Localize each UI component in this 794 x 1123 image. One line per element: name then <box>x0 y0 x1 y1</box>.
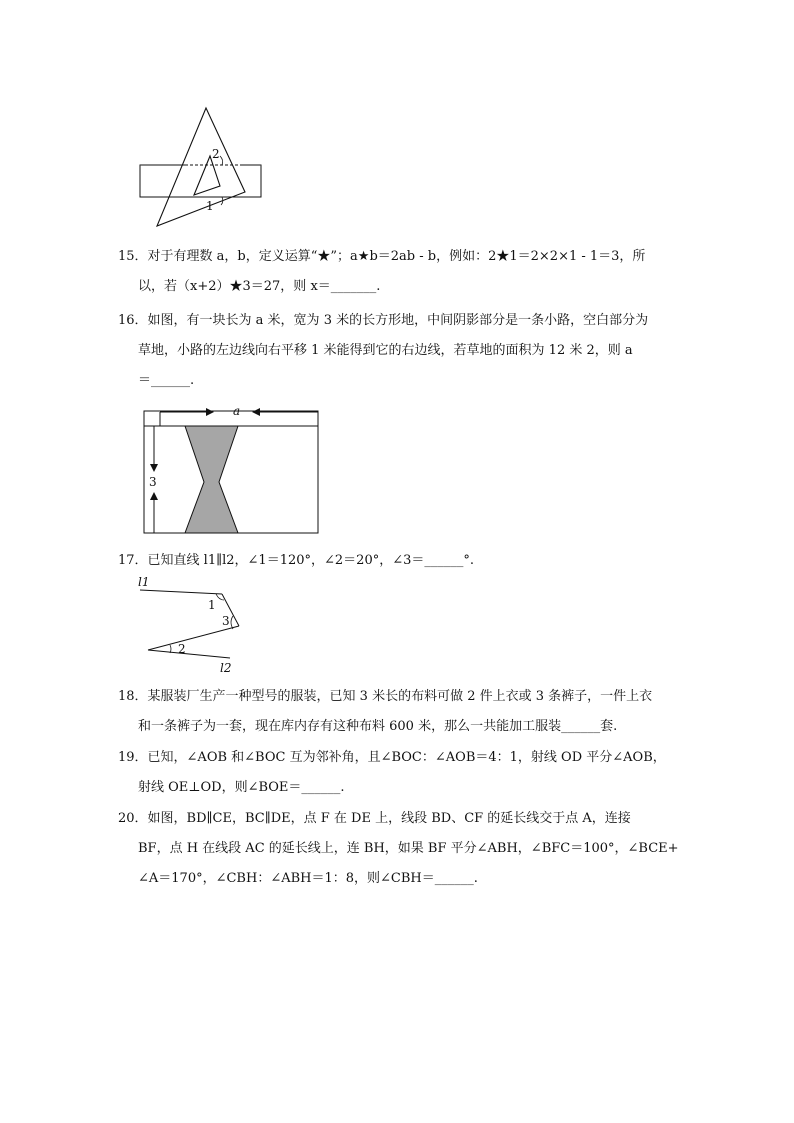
fig17-label-1: 1 <box>208 598 216 612</box>
figure-parallel-lines <box>134 572 254 678</box>
outer-triangle <box>157 108 245 226</box>
question-15 <box>118 242 688 302</box>
arrow-3-top-head <box>150 464 158 472</box>
question-20-line-1: 20．如图，BD∥CE，BC∥DE，点 F 在 DE 上，线段 BD、CF 的延长线交于点 A，连接 <box>118 811 631 826</box>
question-19 <box>118 743 688 803</box>
line-l1 <box>140 590 222 594</box>
question-19-line-1: 19．已知，∠AOB 和∠BOC 互为邻补角，且∠BOC：∠AOB＝4：1，射线 OD 平分∠AOB， <box>118 750 666 765</box>
fig17-angle-mark-2 <box>170 645 171 653</box>
fig17-label-l2: l2 <box>220 661 232 675</box>
figure-rectangle-path <box>138 402 328 538</box>
arrow-3-bottom-head <box>150 492 158 500</box>
line-l2 <box>148 650 230 658</box>
question-16 <box>118 306 688 396</box>
fig16-label-3: 3 <box>149 475 157 489</box>
question-20 <box>118 804 688 894</box>
question-15-line-1: 15．对于有理数 a，b，定义运算“★”；a★b＝2ab - b，例如：2★1＝2×2×1 - 1＝3，所 <box>118 249 646 264</box>
fig17-label-2: 2 <box>178 642 186 656</box>
shaded-path <box>185 426 238 533</box>
question-17-line-1: 17．已知直线 l1∥l2，∠1＝120°，∠2＝20°，∠3＝______°. <box>118 553 475 568</box>
fig17-label-3: 3 <box>222 614 230 628</box>
question-15-line-2: 以，若（x+2）★3＝27，则 x＝_______. <box>138 279 381 294</box>
question-18-line-2: 和一条裤子为一套，现在库内存有这种布料 600 米，那么一共能加工服装______套. <box>138 719 618 734</box>
question-16-line-2: 草地，小路的左边线向右平移 1 米能得到它的右边线，若草地的面积为 12 米 2，则 a <box>138 343 633 358</box>
fig17-angle-mark-3 <box>231 616 233 629</box>
arrow-a-right-head <box>252 408 260 416</box>
question-16-line-3: ＝______. <box>138 373 195 388</box>
segment-vertex-to-l2 <box>148 626 239 650</box>
fig16-label-a: a <box>233 404 241 418</box>
fig17-label-l1: l1 <box>138 575 150 589</box>
question-18-line-1: 18．某服装厂生产一种型号的服装，已知 3 米长的布料可做 2 件上衣或 3 条裤子，一件上衣 <box>118 689 653 704</box>
fig14-label-2: 2 <box>212 147 220 161</box>
question-20-line-2: BF，点 H 在线段 AC 的延长线上，连 BH，如果 BF 平分∠ABH，∠BFC＝100°，∠BCE+ <box>138 841 679 856</box>
question-19-line-2: 射线 OE⊥OD，则∠BOE＝______. <box>138 780 345 795</box>
fig14-angle-mark-2 <box>220 156 223 165</box>
figure-triangle-strip <box>130 100 270 213</box>
question-18 <box>118 682 688 742</box>
question-20-line-3: ∠A＝170°，∠CBH：∠ABH＝1：8，则∠CBH＝______. <box>138 871 478 886</box>
inner-triangle <box>194 156 220 195</box>
fig14-label-1: 1 <box>206 199 214 213</box>
arrow-a-left-head <box>206 408 214 416</box>
question-16-line-1: 16．如图，有一块长为 a 米，宽为 3 米的长方形地，中间阴影部分是一条小路，空白部分为 <box>118 313 649 328</box>
